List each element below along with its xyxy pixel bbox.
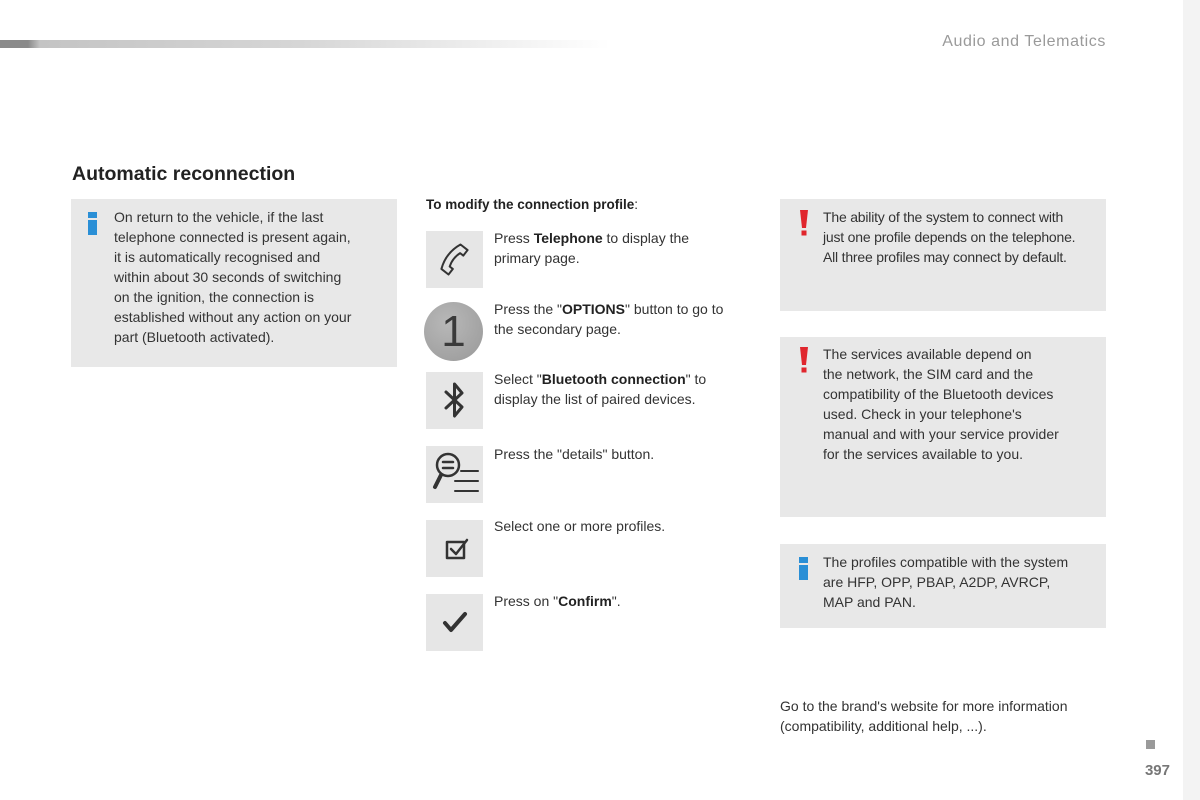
note-line: for the services available to you.: [823, 446, 1023, 462]
note-text: [114, 207, 351, 347]
note-text: [823, 207, 1075, 267]
details-icon: [426, 446, 483, 503]
step-1-text: [494, 228, 689, 268]
note-line: The services available depend on: [823, 346, 1032, 362]
step-4-text: [494, 444, 654, 464]
step-2-line-2: the secondary page.: [494, 321, 621, 337]
header-rule: [0, 40, 620, 48]
telephone-label: Telephone: [533, 230, 603, 246]
step-number-badge: 1: [424, 302, 483, 361]
step-1-line-1: Press Telephone to display the: [494, 230, 690, 246]
step-4-line-1: Press the "details" button.: [494, 446, 655, 462]
note-line: All three profiles may connect by default.: [823, 249, 1067, 265]
note-line: part (Bluetooth activated).: [114, 329, 275, 345]
page-title: Automatic reconnection: [72, 163, 296, 185]
confirm-label: Confirm: [558, 593, 612, 609]
bluetooth-connection-label: Bluetooth connection: [541, 371, 686, 387]
note-line: used. Check in your telephone's: [823, 406, 1022, 422]
info-icon: [799, 557, 808, 580]
info-note-compatible-profiles: [780, 544, 1106, 628]
step-3-text: [494, 369, 706, 409]
step-1-line-2: primary page.: [494, 250, 580, 266]
info-icon: [88, 212, 97, 235]
note-line: MAP and PAN.: [823, 594, 916, 610]
note-line: within about 30 seconds of switching: [114, 269, 342, 285]
note-line: The profiles compatible with the system: [823, 554, 1069, 570]
note-text: [823, 552, 1068, 612]
checkbox-icon: [426, 520, 483, 577]
note-line: on the ignition, the connection is: [114, 289, 315, 305]
section-title: Audio and Telematics: [942, 33, 1106, 50]
page-marker: [1146, 740, 1155, 749]
procedure-heading-colon: :: [634, 197, 639, 212]
warning-icon: [799, 347, 809, 373]
step-2-line-1: Press the "OPTIONS" button to go to: [494, 301, 724, 317]
footer-line: (compatibility, additional help, ...).: [780, 718, 987, 734]
info-note-reconnection: [71, 199, 397, 367]
note-line: The ability of the system to connect with: [823, 209, 1064, 225]
note-line: the network, the SIM card and the: [823, 366, 1034, 382]
note-line: established without any action on your: [114, 309, 352, 325]
options-label: OPTIONS: [562, 301, 626, 317]
step-5-line-1: Select one or more profiles.: [494, 518, 666, 534]
step-6-line-1: Press on "Confirm".: [494, 593, 621, 609]
note-line: just one profile depends on the telephone.: [823, 229, 1076, 245]
step-5-text: [494, 516, 665, 536]
step-2-text: [494, 299, 723, 339]
note-line: it is automatically recognised and: [114, 249, 321, 265]
note-text: [823, 344, 1059, 464]
step-3-line-1: Select "Bluetooth connection" to: [494, 371, 707, 387]
step-6-text: [494, 591, 621, 611]
note-line: compatibility of the Bluetooth devices: [823, 386, 1054, 402]
step-3-line-2: display the list of paired devices.: [494, 391, 696, 407]
note-line: On return to the vehicle, if the last: [114, 209, 324, 225]
note-line: are HFP, OPP, PBAP, A2DP, AVRCP,: [823, 574, 1051, 590]
warning-icon: [799, 210, 809, 236]
page-edge-strip: [1183, 0, 1200, 800]
footer-note: [780, 696, 1067, 736]
procedure-heading-bold: To modify the connection profile: [426, 197, 635, 212]
footer-line: Go to the brand's website for more information: [780, 698, 1068, 714]
checkmark-icon: [426, 594, 483, 651]
warning-note-services: [780, 337, 1106, 517]
procedure-heading: [426, 196, 638, 214]
note-line: manual and with your service provider: [823, 426, 1059, 442]
phone-icon: [426, 231, 483, 288]
page-number: 397: [1144, 762, 1170, 779]
note-line: telephone connected is present again,: [114, 229, 351, 245]
bluetooth-icon: [426, 372, 483, 429]
warning-note-profiles: [780, 199, 1106, 311]
